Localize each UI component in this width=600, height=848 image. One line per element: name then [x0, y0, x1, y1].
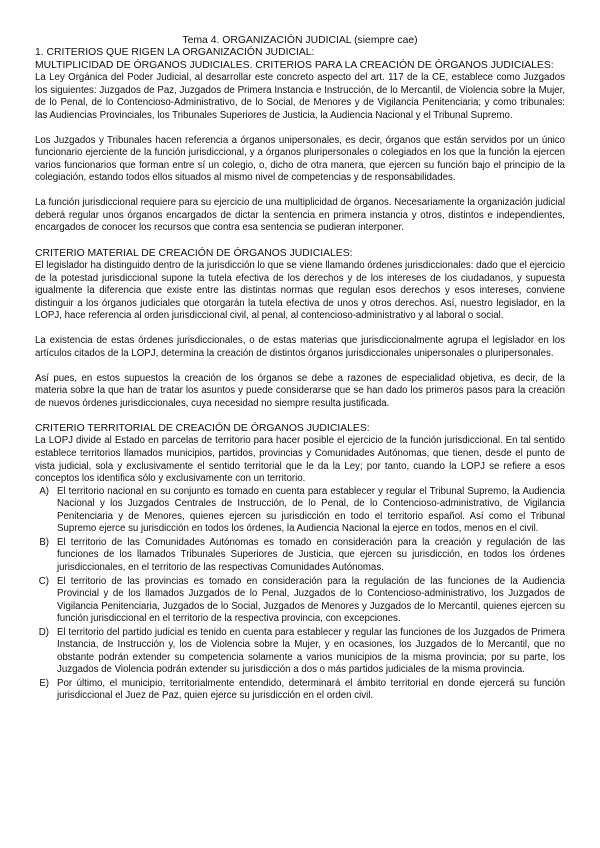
document-page: [35, 34, 565, 704]
list-item-letter: C): [38, 575, 49, 587]
intro-paragraph-1: La Ley Orgánica del Poder Judicial, al desarrollar este concreto aspecto del art. 117 de la CE, establece como Juzgados los siguientes: Juzgados de Paz, Juzgados de Primera Instancia e Instrucción, de lo Mercantil, de Violencia sobre la Mujer, de lo Penal, de lo Contencioso-Administrativo, de lo Social, de Menores y de Vigilancia Penitenciaria; y como tribunales: las Audiencias Provinciales, los Tribunales Superiores de Justicia, la Audiencia Nacional y el Tribunal Supremo.: [35, 72, 565, 121]
list-item-text: El territorio de las Comunidades Autónomas es tomado en consideración para la creación y regulación de las funciones de los llamados Tribunales Superiores de Justicia, que ejercen su jurisdicción, en todos los órdenes jurisdiccionales, en el territorio de las respectivas Comunidades Autónomas.: [57, 536, 565, 573]
list-item: [35, 486, 565, 536]
list-item-letter: E): [39, 677, 49, 689]
intro-paragraph-2: Los Juzgados y Tribunales hacen referencia a órganos unipersonales, es decir, órganos que están servidos por un único funcionario ejerciente de la función jurisdiccional, y a órganos pluripersonales o colegiados en los que la función la ejercen varios funcionarios que forman entre sí un colegio, o, dicho de otra manera, que ejercen su función bajo el principio de la colegiación, estando todos ellos situados al mismo nivel de competencias y de responsabilidades.: [35, 134, 565, 184]
material-paragraph-3: Así pues, en estos supuestos la creación de los órganos se debe a razones de especialidad objetiva, es decir, de la materia sobre la que han de tratar los asuntos y puede considerarse que se han dado los primeros pasos para la creación de nuevos órdenes jurisdiccionales, cuya necesidad no siempre resulta justificada.: [35, 372, 565, 409]
list-item-letter: B): [39, 536, 49, 548]
list-item-text: Por último, el municipio, territorialmente entendido, determinará el ámbito territorial en donde ejercerá su función jurisdiccional el Juez de Paz, quien ejerce su jurisdicción en el orden civil.: [57, 677, 565, 702]
territorial-criterion-heading: CRITERIO TERRITORIAL DE CREACIÓN DE ÓRGANOS JUDICIALES:: [35, 422, 370, 434]
list-item: [35, 627, 565, 677]
territorial-intro-paragraph: La LOPJ divide al Estado en parcelas de territorio para hacer posible el ejercicio de la función jurisdiccional. En tal sentido establece territorios llamados municipios, partidos, provincias y Comunidades Autónomas, que tienen, desde el punto de vista judicial, sola y exclusivamente el sentido territorial que le da la Ley; por tanto, cuando la LOPJ se refiere a esos conceptos los identifica sólo y exclusivamente con un territorio.: [35, 435, 565, 485]
document-title: Tema 4. ORGANIZACIÓN JUDICIAL (siempre cae): [182, 35, 418, 46]
territorial-list: [35, 486, 565, 703]
material-paragraph-2: La existencia de estas órdenes jurisdiccionales, o de estas materias que jurisdiccionalmente agrupa el legislador en los artículos citados de la LOPJ, determina la creación de distintos órganos jurisdiccionales unipersonales o pluripersonales.: [35, 335, 565, 359]
material-criterion-heading: CRITERIO MATERIAL DE CREACIÓN DE ÓRGANOS JUDICIALES:: [35, 247, 353, 259]
list-item: [35, 537, 565, 575]
list-item-text: El territorio del partido judicial es tenido en cuenta para establecer y regular las funciones de los Juzgados de Primera Instancia, de Instrucción y, los de Violencia sobre la Mujer, y en ocasiones, los Juzgados de lo Mercantil, que no obstante podrán extender su competencia solamente a varios municipios de la misma provincia; por su parte, los Juzgados de Violencia podrán extender su jurisdicción a dos o más partidos judiciales de la misma provincia.: [57, 626, 565, 676]
list-item-letter: A): [39, 485, 49, 497]
list-item: [35, 678, 565, 703]
material-paragraph-1: El legislador ha distinguido dentro de la jurisdicción lo que se viene llamando órdenes jurisdiccionales: dado que el ejercicio de la potestad jurisdiccional supone la tutela efectiva de los derechos y de los intereses de los ciudadanos, y supuesta igualmente la diferencia que existe entre las distintas normas que regulan esos derechos y esos intereses, conviene distinguir a los órganos judiciales que otorgarán la tutela efectiva de unos y otros derechos. Así, nuestro legislador, en la LOPJ, hace referencia al orden jurisdiccional civil, al penal, al contencioso-administrativo y al laboral o social.: [35, 260, 565, 322]
list-item-text: El territorio de las provincias es tomado en consideración para la regulación de las funciones de la Audiencia Provincial y de los llamados Juzgados de lo Penal, Juzgados de lo Contencioso-administrativo, los Juzgados de Vigilancia Penitenciaria, Juzgados de lo Social, Juzgados de Menores y Juzgados de lo Mercantil, quienes ejercen su función jurisdiccional en el territorio de la respectiva provincia, con excepciones.: [57, 575, 565, 625]
section-subheading: MULTIPLICIDAD DE ÓRGANOS JUDICIALES. CRITERIOS PARA LA CREACIÓN DE ÓRGANOS JUDICIALES:: [35, 59, 554, 71]
intro-paragraph-3: La función jurisdiccional requiere para su ejercicio de una multiplicidad de órganos. Necesariamente la organización judicial deberá regular unos órganos encargados de dictar la sentencia en primera instancia y otros, distintos e independientes, encargados de conocer los recursos que contra esa sentencia se pudieran interponer.: [35, 197, 565, 234]
list-item: [35, 576, 565, 626]
list-item-letter: D): [38, 626, 49, 638]
list-item-text: El territorio nacional en su conjunto es tomado en cuenta para establecer y regular el Tribunal Supremo, la Audiencia Nacional y los Juzgados Centrales de Instrucción, de lo Penal, de lo Contencioso-administrativo, de Vigilancia Penitenciaria y de Menores, quienes ejercen su jurisdicción en todo el territorio español. Así como el Tribunal Supremo ejerce su jurisdicción en todos los órdenes, la Audiencia Nacional la ejerce en todos, menos en el civil.: [57, 485, 565, 535]
section-heading: 1. CRITERIOS QUE RIGEN LA ORGANIZACIÓN JUDICIAL:: [35, 47, 315, 58]
